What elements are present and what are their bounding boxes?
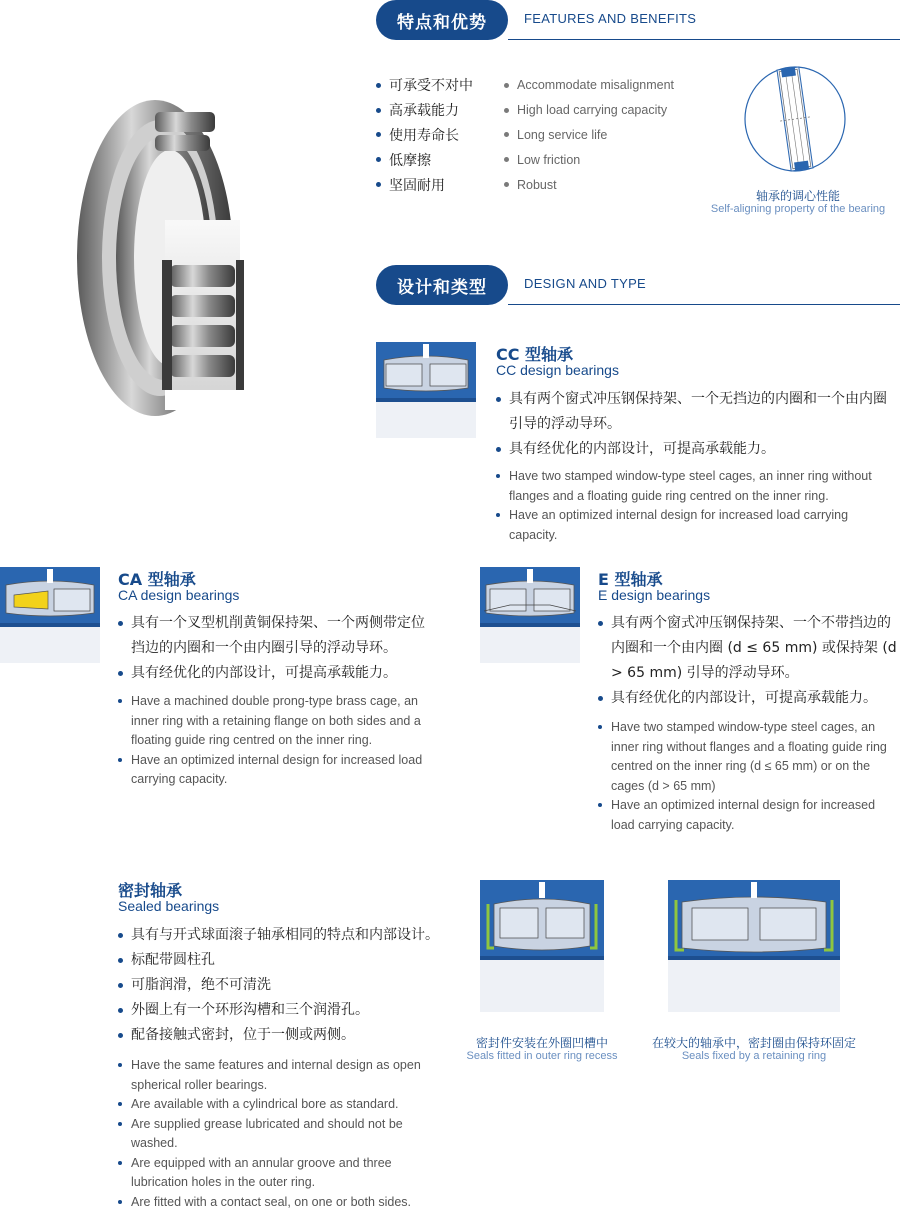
bullet-icon: [118, 1200, 122, 1204]
cc-cn-list: [496, 387, 900, 462]
cc-title-en: CC design bearings: [496, 362, 619, 378]
list-item: Accommodate misalignment: [504, 73, 674, 98]
bullet-icon: [504, 132, 509, 137]
e-title-cn: E 型轴承: [598, 567, 663, 590]
sealed-diagram-retaining-ring: [668, 880, 840, 1012]
cc-title-cn: CC 型轴承: [496, 342, 573, 365]
list-item: Have an optimized internal design for increased load carrying capacity.: [598, 796, 888, 835]
bullet-icon: [376, 132, 381, 137]
features-header: [376, 0, 900, 40]
list-item: 具有与开式球面滚子轴承相同的特点和内部设计。: [118, 923, 448, 948]
bullet-icon: [118, 1122, 122, 1126]
sealed-cn-list: [118, 923, 448, 1048]
list-item: Are supplied grease lubricated and should not be washed.: [118, 1115, 436, 1154]
list-item: 具有经优化的内部设计，可提高承载能力。: [598, 686, 900, 711]
design-title-cn: 设计和类型: [376, 265, 508, 305]
list-item: 高承载能力: [376, 98, 473, 123]
list-item: Are available with a cylindrical bore as standard.: [118, 1095, 436, 1115]
sealed-title-cn: 密封轴承: [118, 878, 182, 901]
list-item: 外圈上有一个环形沟槽和三个润滑孔。: [118, 998, 448, 1023]
bullet-icon: [118, 1063, 122, 1067]
sealed-fig1-caption-en: Seals fitted in outer ring recess: [450, 1050, 634, 1062]
bullet-icon: [504, 108, 509, 113]
bearing-photo: [60, 90, 280, 420]
list-item: Are equipped with an annular groove and three lubrication holes in the outer ring.: [118, 1154, 436, 1193]
list-item: Have two stamped window-type steel cages, an inner ring without flanges and a floating guide ring centred on the inner ring.: [496, 467, 896, 506]
bullet-icon: [118, 1008, 123, 1013]
bullet-icon: [118, 958, 123, 963]
list-item: 具有两个窗式冲压钢保持架、一个无挡边的内圈和一个由内圈引导的浮动导环。: [496, 387, 900, 437]
bullet-icon: [118, 1161, 122, 1165]
bullet-icon: [496, 447, 501, 452]
bullet-icon: [118, 758, 122, 762]
list-item: Have two stamped window-type steel cages, an inner ring without flanges and a floating guide ring centred on the inner ring (d ≤ 65 mm) or on the cages (d > 65 mm): [598, 718, 888, 796]
list-item: Have an optimized internal design for increased load carrying capacity.: [118, 751, 430, 790]
list-item: 低摩擦: [376, 147, 473, 172]
list-item: 配备接触式密封，位于一侧或两侧。: [118, 1023, 448, 1048]
cc-diagram: [376, 342, 476, 438]
list-item: 具有一个叉型机削黄铜保持架、一个两侧带定位挡边的内圈和一个由内圈引导的浮动导环。: [118, 611, 430, 661]
bullet-icon: [376, 83, 381, 88]
list-item: Are fitted with a contact seal, on one or both sides.: [118, 1193, 436, 1212]
e-title-en: E design bearings: [598, 587, 710, 603]
bullet-icon: [118, 983, 123, 988]
header-divider: [508, 39, 900, 40]
ca-diagram: [0, 567, 100, 663]
sealed-en-list: [118, 1056, 436, 1212]
list-item: High load carrying capacity: [504, 98, 674, 123]
bullet-icon: [504, 83, 509, 88]
bullet-icon: [504, 157, 509, 162]
sealed-fig2-caption-cn: 在较大的轴承中，密封圈由保持环固定: [640, 1034, 868, 1051]
sealed-title-en: Sealed bearings: [118, 898, 219, 914]
self-aligning-diagram: [740, 62, 850, 177]
bullet-icon: [118, 1102, 122, 1106]
list-item: 坚固耐用: [376, 172, 473, 197]
features-title-cn: 特点和优势: [376, 0, 508, 40]
list-item: Have a machined double prong-type brass cage, an inner ring with a retaining flange on both sides and a floating guide ring centred on the inner ring.: [118, 692, 430, 751]
bullet-icon: [504, 182, 509, 187]
bullet-icon: [496, 474, 500, 478]
bullet-icon: [376, 157, 381, 162]
sealed-fig1-caption-cn: 密封件安装在外圈凹槽中: [450, 1034, 634, 1051]
e-diagram: [480, 567, 580, 663]
bullet-icon: [598, 725, 602, 729]
bullet-icon: [496, 397, 501, 402]
e-en-list: [598, 718, 888, 835]
header-divider: [508, 304, 900, 305]
bullet-icon: [118, 1033, 123, 1038]
list-item: 使用寿命长: [376, 123, 473, 148]
bullet-icon: [496, 513, 500, 517]
ca-cn-list: [118, 611, 430, 686]
list-item: Have the same features and internal design as open spherical roller bearings.: [118, 1056, 436, 1095]
ca-en-list: [118, 692, 430, 790]
bullet-icon: [118, 933, 123, 938]
features-list-en: [504, 73, 674, 197]
sealed-fig2-caption-en: Seals fixed by a retaining ring: [640, 1050, 868, 1062]
bullet-icon: [376, 182, 381, 187]
list-item: 可脂润滑，绝不可清洗: [118, 973, 448, 998]
features-title-en: FEATURES AND BENEFITS: [524, 11, 696, 26]
bullet-icon: [118, 699, 122, 703]
bullet-icon: [598, 621, 603, 626]
features-list-cn: [376, 73, 473, 197]
list-item: 标配带圆柱孔: [118, 948, 448, 973]
list-item: 具有经优化的内部设计，可提高承载能力。: [496, 437, 900, 462]
bullet-icon: [598, 803, 602, 807]
ca-title-cn: CA 型轴承: [118, 567, 196, 590]
list-item: 具有经优化的内部设计，可提高承载能力。: [118, 661, 430, 686]
self-aligning-caption-cn: 轴承的调心性能: [700, 187, 896, 204]
bullet-icon: [118, 621, 123, 626]
list-item: Have an optimized internal design for increased load carrying capacity.: [496, 506, 896, 545]
list-item: Long service life: [504, 123, 674, 148]
ca-title-en: CA design bearings: [118, 587, 239, 603]
sealed-diagram-recess: [480, 880, 604, 1012]
cc-en-list: [496, 467, 896, 545]
self-aligning-caption-en: Self-aligning property of the bearing: [700, 203, 896, 215]
list-item: Robust: [504, 172, 674, 197]
list-item: 可承受不对中: [376, 73, 473, 98]
e-cn-list: [598, 611, 900, 711]
list-item: 具有两个窗式冲压钢保持架、一个不带挡边的内圈和一个由内圈 (d ≤ 65 mm) 或保持架 (d > 65 mm) 引导的浮动导环。: [598, 611, 900, 686]
design-title-en: DESIGN AND TYPE: [524, 276, 646, 291]
bullet-icon: [376, 108, 381, 113]
list-item: Low friction: [504, 147, 674, 172]
bullet-icon: [118, 671, 123, 676]
design-header: [376, 265, 900, 305]
bullet-icon: [598, 696, 603, 701]
